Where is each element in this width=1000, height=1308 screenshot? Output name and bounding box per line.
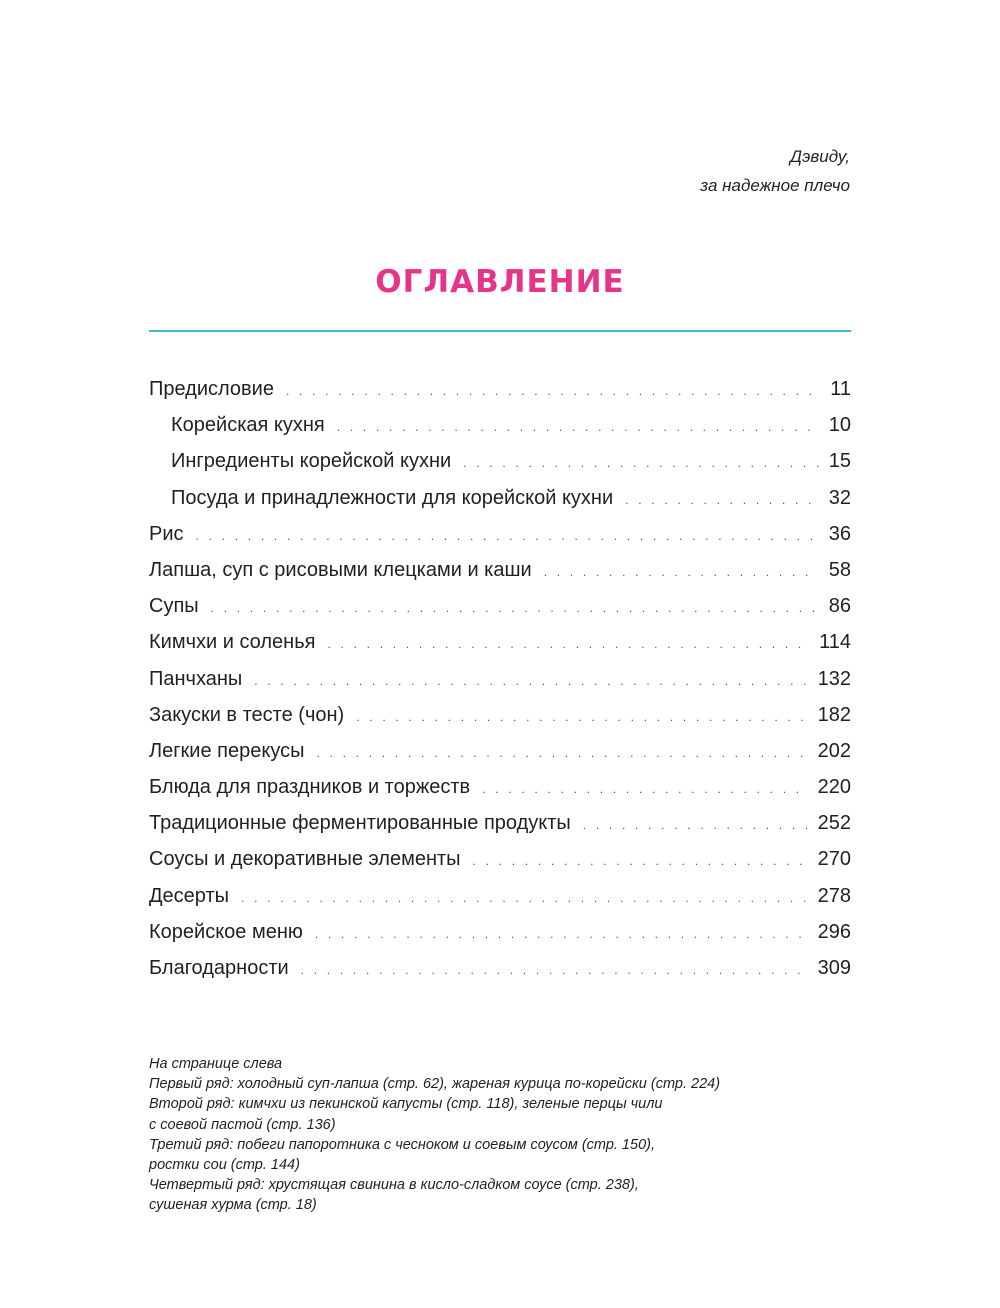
- toc-entry-page: 132: [817, 667, 851, 690]
- toc-entry-korean-cuisine[interactable]: [149, 414, 851, 450]
- toc-entry-page: 202: [817, 739, 851, 762]
- toc-entry-label: Ингредиенты корейской кухни: [171, 450, 452, 473]
- toc-entry-kimchi[interactable]: [149, 631, 851, 667]
- toc-entry-desserts[interactable]: [149, 885, 851, 921]
- toc-entry-page: 309: [817, 957, 851, 979]
- caption-line: Третий ряд: побеги папоротника с чесноком и соевым соусом (стр. 150),: [149, 1136, 655, 1153]
- toc-entry-celebrations[interactable]: [149, 776, 851, 812]
- toc-leader-dots: [315, 927, 810, 941]
- toc-entry-page: 182: [817, 703, 851, 726]
- toc-leader-dots: [337, 420, 819, 434]
- toc-entry-page: 270: [817, 848, 851, 871]
- toc-leader-dots: [544, 565, 819, 579]
- page-title: ОГЛАВЛЕНИЕ: [375, 264, 625, 300]
- toc-entry-label: Рис: [149, 522, 184, 545]
- toc-entry-acknowledgements[interactable]: [149, 957, 851, 993]
- toc-entry-page: 58: [828, 558, 851, 581]
- toc-leader-dots: [254, 674, 809, 688]
- toc-entry-label: Блюда для праздников и торжеств: [149, 776, 471, 799]
- toc-entry-page: 10: [828, 414, 851, 437]
- table-of-contents: [149, 378, 851, 993]
- toc-entry-label: Супы: [149, 595, 199, 618]
- toc-entry-page: 278: [817, 884, 851, 907]
- toc-entry-page: 11: [830, 378, 851, 400]
- toc-entry-label: Закуски в тесте (чон): [149, 703, 345, 726]
- toc-entry-label: Кимчхи и соленья: [149, 631, 316, 654]
- caption-line: сушеная хурма (стр. 18): [149, 1197, 317, 1214]
- toc-entry-label: Предисловие: [149, 378, 274, 400]
- toc-entry-noodles[interactable]: [149, 559, 851, 595]
- toc-leader-dots: [301, 963, 810, 977]
- toc-entry-utensils[interactable]: [149, 487, 851, 523]
- caption-line: Первый ряд: холодный суп-лапша (стр. 62), жареная курица по-корейски (стр. 224): [149, 1076, 721, 1093]
- caption-line: ростки сои (стр. 144): [149, 1157, 300, 1174]
- toc-entry-page: 15: [828, 450, 851, 473]
- toc-entry-soups[interactable]: [149, 595, 851, 631]
- toc-entry-label: Панчханы: [149, 667, 243, 690]
- toc-leader-dots: [473, 854, 810, 868]
- toc-entry-banchan[interactable]: [149, 668, 851, 704]
- toc-leader-dots: [463, 456, 819, 470]
- toc-entry-label: Традиционные ферментированные продукты: [149, 812, 571, 835]
- caption-line: Второй ряд: кимчхи из пекинской капусты (стр. 118), зеленые перцы чили: [149, 1096, 663, 1113]
- toc-entry-label: Легкие перекусы: [149, 739, 305, 762]
- toc-entry-page: 86: [828, 595, 851, 618]
- toc-entry-preface[interactable]: [149, 378, 851, 414]
- toc-entry-sauces[interactable]: [149, 848, 851, 884]
- toc-entry-label: Благодарности: [149, 957, 289, 979]
- dedication: [700, 142, 850, 200]
- toc-entry-jeon[interactable]: [149, 704, 851, 740]
- toc-leader-dots: [625, 493, 819, 507]
- toc-entry-page: 32: [828, 486, 851, 509]
- toc-entry-menu[interactable]: [149, 921, 851, 957]
- toc-leader-dots: [241, 891, 810, 905]
- toc-entry-ingredients[interactable]: [149, 450, 851, 486]
- toc-entry-page: 220: [817, 776, 851, 799]
- dedication-line-2: за надежное плечо: [700, 176, 850, 195]
- toc-leader-dots: [316, 746, 809, 760]
- toc-entry-fermented[interactable]: [149, 812, 851, 848]
- toc-leader-dots: [196, 529, 819, 543]
- toc-entry-page: 114: [819, 631, 851, 654]
- toc-entry-label: Корейское меню: [149, 920, 303, 943]
- caption-line: с соевой пастой (стр. 136): [149, 1116, 336, 1133]
- toc-entry-page: 296: [817, 920, 851, 943]
- toc-entry-page: 36: [828, 522, 851, 545]
- toc-leader-dots: [356, 710, 809, 724]
- caption-line: На странице слева: [149, 1056, 283, 1072]
- toc-entry-label: Десерты: [149, 884, 230, 907]
- toc-leader-dots: [286, 384, 819, 398]
- toc-leader-dots: [211, 601, 819, 615]
- caption-line: Четвертый ряд: хрустящая свинина в кисло-сладком соусе (стр. 238),: [149, 1177, 639, 1194]
- toc-entry-page: 252: [817, 812, 851, 835]
- toc-entry-label: Соусы и декоративные элементы: [149, 848, 461, 871]
- toc-entry-rice[interactable]: [149, 523, 851, 559]
- photo-caption: [149, 1054, 720, 1216]
- toc-leader-dots: [327, 637, 811, 651]
- title-divider: [149, 330, 851, 332]
- toc-entry-label: Корейская кухня: [171, 414, 325, 437]
- toc-entry-label: Лапша, суп с рисовыми клецками и каши: [149, 558, 532, 581]
- toc-leader-dots: [583, 818, 810, 832]
- toc-entry-snacks[interactable]: [149, 740, 851, 776]
- toc-entry-label: Посуда и принадлежности для корейской кухни: [171, 486, 614, 509]
- toc-leader-dots: [482, 782, 809, 796]
- dedication-line-1: Дэвиду,: [790, 147, 850, 166]
